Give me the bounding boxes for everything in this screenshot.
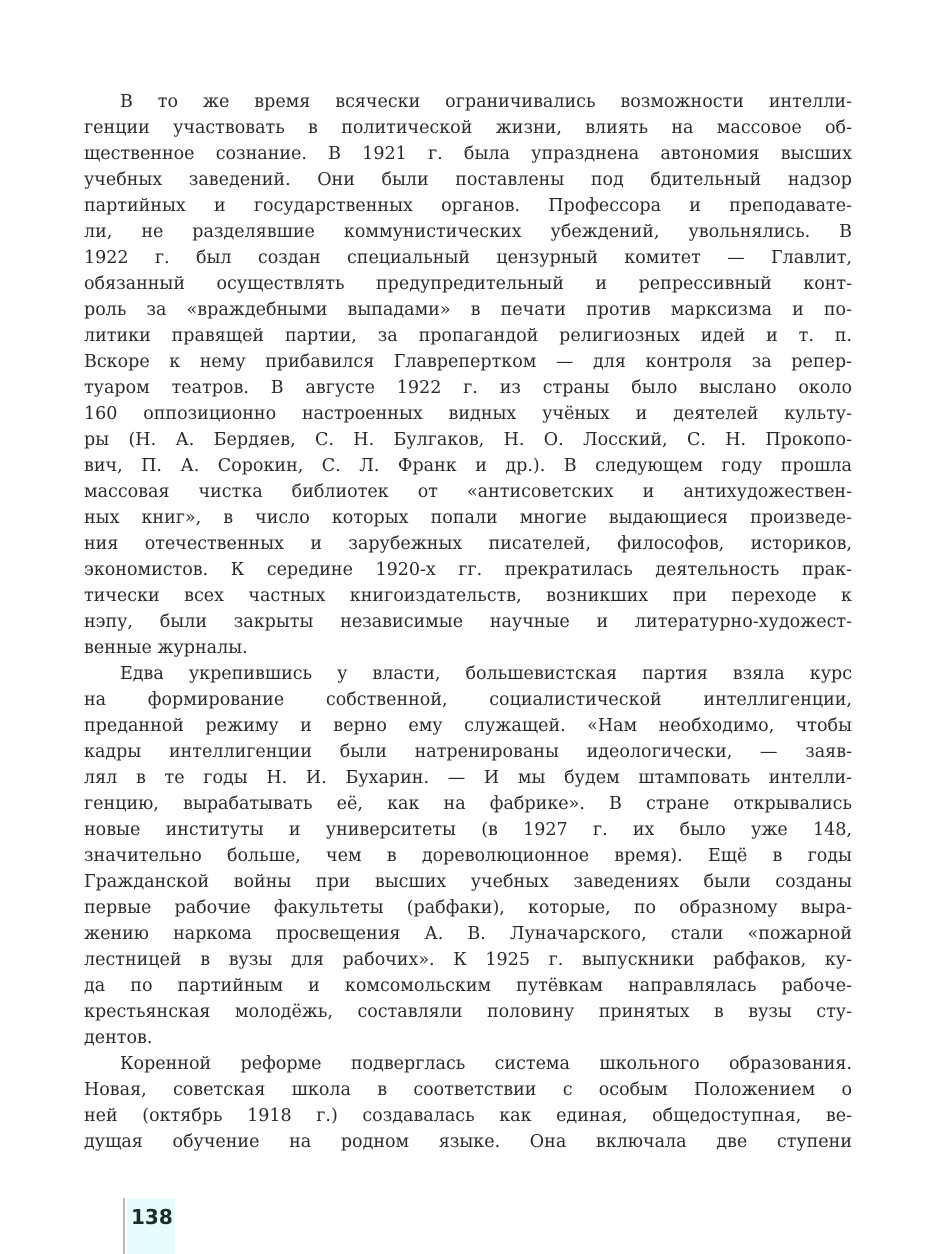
text-line: кадры интеллигенции были натренированы идеологически, — заяв- <box>84 742 852 762</box>
text-line: Коренной реформе подверглась система школьного образования. <box>120 1054 852 1074</box>
text-line: генцию, вырабатывать её, как на фабрике». В стране открывались <box>84 794 852 814</box>
text-line: дущая обучение на родном языке. Она включала две ступени <box>84 1132 852 1152</box>
text-line: туаром театров. В августе 1922 г. из страны было выслано около <box>84 378 852 398</box>
text-line: дентов. <box>84 1028 153 1048</box>
text-line: Вскоре к нему прибавился Главрепертком — для контроля за репер- <box>84 352 852 372</box>
text-line: экономистов. К середине 1920-х гг. прекратилась деятельность прак- <box>84 560 852 580</box>
text-line: тически всех частных книгоиздательств, возникших при переходе к <box>84 586 852 606</box>
text-line: роль за «враждебными выпадами» в печати против марксизма и по- <box>84 300 852 320</box>
text-line: венные журналы. <box>84 638 248 658</box>
text-line: нэпу, были закрыты независимые научные и литературно-художест- <box>84 612 852 632</box>
text-line: Гражданской войны при высших учебных заведениях были созданы <box>84 872 852 892</box>
text-line: да по партийным и комсомольским путёвкам направлялась рабоче- <box>84 976 852 996</box>
text-line: ней (октябрь 1918 г.) создавалась как единая, общедоступная, ве- <box>84 1106 852 1126</box>
text-line: жению наркома просвещения А. В. Луначарского, стали «пожарной <box>84 924 852 944</box>
text-line: новые институты и университеты (в 1927 г. их было уже 148, <box>84 820 852 840</box>
text-line: учебных заведений. Они были поставлены под бдительный надзор <box>84 170 852 190</box>
text-line: генции участвовать в политической жизни, влиять на массовое об- <box>84 118 852 138</box>
text-line: лестницей в вузы для рабочих». К 1925 г. выпускники рабфаков, ку- <box>84 950 852 970</box>
text-line: первые рабочие факультеты (рабфаки), которые, по образному выра- <box>84 898 852 918</box>
text-line: лял в те годы Н. И. Бухарин. — И мы будем штамповать интелли- <box>84 768 852 788</box>
page-margin-rule <box>123 1198 125 1254</box>
page-number: 138 <box>131 1205 173 1229</box>
text-line: ния отечественных и зарубежных писателей, философов, историков, <box>84 534 852 554</box>
text-line: значительно больше, чем в дореволюционное время). Ещё в годы <box>84 846 852 866</box>
text-line: 160 оппозиционно настроенных видных учёных и деятелей культу- <box>84 404 852 424</box>
text-line: ры (Н. А. Бердяев, С. Н. Булгаков, Н. О. Лосский, С. Н. Прокопо- <box>84 430 852 450</box>
paragraph <box>84 661 852 1051</box>
text-line: преданной режиму и верно ему служащей. «Нам необходимо, чтобы <box>84 716 852 736</box>
paragraph <box>84 1051 852 1155</box>
paragraph <box>84 89 852 661</box>
text-line: Новая, советская школа в соответствии с особым Положением о <box>84 1080 852 1100</box>
text-line: крестьянская молодёжь, составляли половину принятых в вузы сту- <box>84 1002 852 1022</box>
text-line: щественное сознание. В 1921 г. была упразднена автономия высших <box>84 144 852 164</box>
text-line: литики правящей партии, за пропагандой религиозных идей и т. п. <box>84 326 852 346</box>
body-text <box>84 89 852 1155</box>
text-line: В то же время всячески ограничивались возможности интелли- <box>120 92 852 112</box>
text-line: ли, не разделявшие коммунистических убеждений, увольнялись. В <box>84 222 852 242</box>
text-line: обязанный осуществлять предупредительный и репрессивный конт- <box>84 274 852 294</box>
text-line: ных книг», в число которых попали многие выдающиеся произведе- <box>84 508 852 528</box>
text-line: на формирование собственной, социалистической интеллигенции, <box>84 690 852 710</box>
text-line: 1922 г. был создан специальный цензурный комитет — Главлит, <box>84 248 852 268</box>
text-line: массовая чистка библиотек от «антисоветских и антихудожествен- <box>84 482 852 502</box>
text-line: вич, П. А. Сорокин, С. Л. Франк и др.). В следующем году прошла <box>84 456 852 476</box>
text-line: партийных и государственных органов. Профессора и преподавате- <box>84 196 852 216</box>
text-line: Едва укрепившись у власти, большевистская партия взяла курс <box>120 664 852 684</box>
